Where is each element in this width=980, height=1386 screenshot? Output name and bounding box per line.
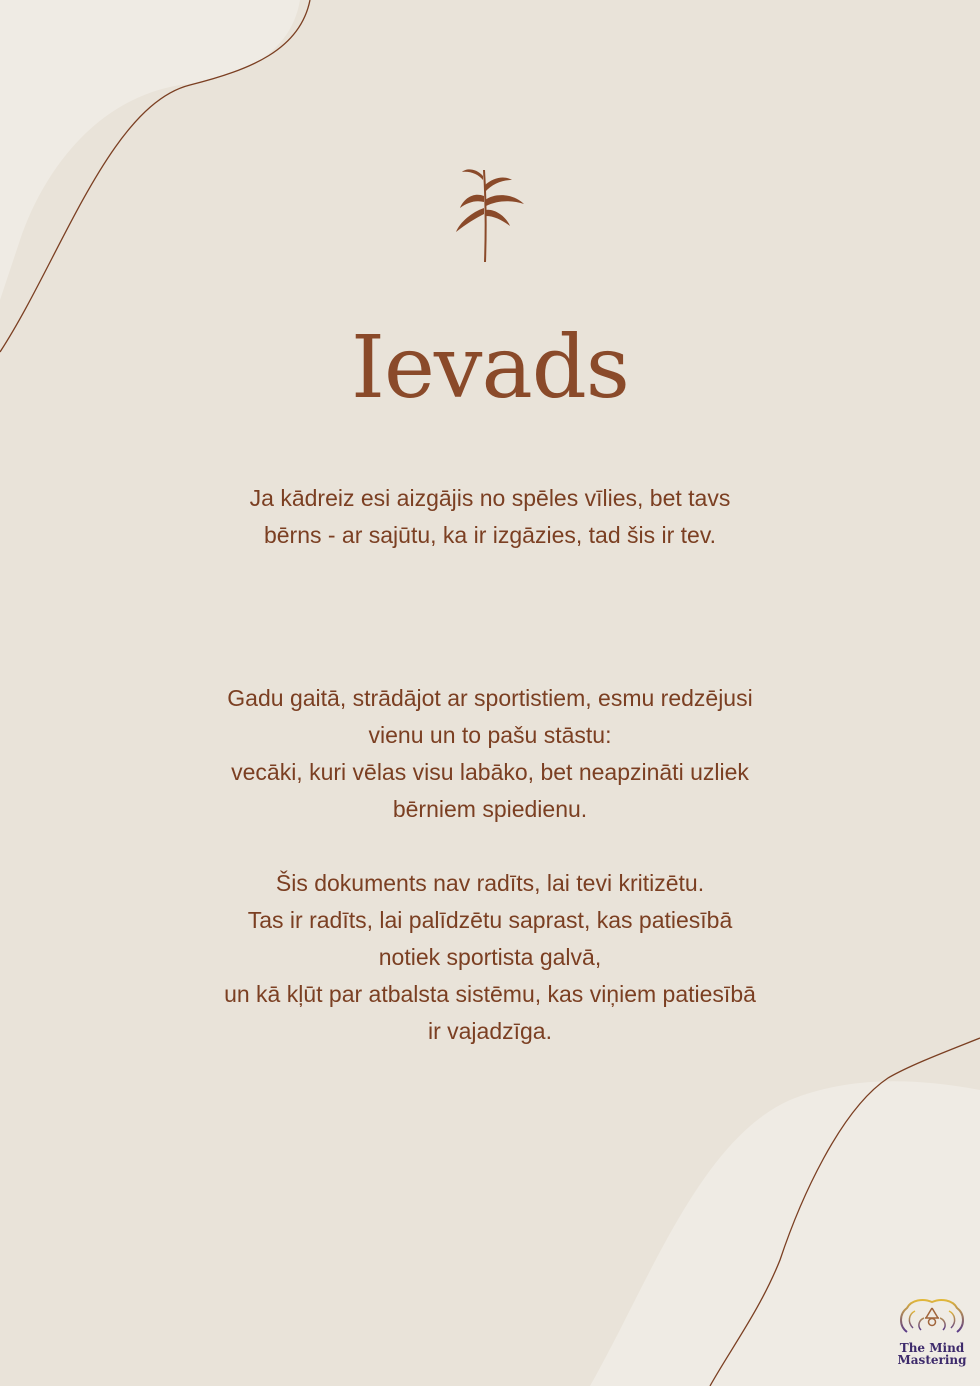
logo-line-1: The Mind — [899, 1341, 965, 1355]
text-line: Gadu gaitā, strādājot ar sportistiem, esmu redzējusi — [227, 685, 753, 711]
text-line: Šis dokuments nav radīts, lai tevi kritizētu. — [275, 870, 705, 896]
text-line: bērniem spiedienu. — [392, 796, 588, 822]
brain-icon — [897, 1296, 967, 1338]
body-paragraph-2 — [140, 865, 840, 1050]
text-line: Ja kādreiz esi aizgājis no spēles vīlies, bet tavs — [249, 485, 731, 511]
brand-logo — [890, 1296, 974, 1366]
logo-line-2: Mastering — [897, 1353, 967, 1367]
plant-icon — [450, 162, 530, 266]
body-paragraph-1 — [140, 680, 840, 828]
text-line: bērns - ar sajūtu, ka ir izgāzies, tad šis ir tev. — [263, 522, 717, 548]
text-line: Tas ir radīts, lai palīdzētu saprast, kas patiesībā — [247, 907, 733, 933]
text-line: vienu un to pašu stāstu: — [368, 722, 612, 748]
page-title: Ievads — [351, 318, 629, 418]
text-line: ir vajadzīga. — [427, 1018, 552, 1044]
text-line: un kā kļūt par atbalsta sistēmu, kas viņiem patiesībā — [224, 981, 756, 1007]
text-line: vecāki, kuri vēlas visu labāko, bet neapzināti uzliek — [231, 759, 749, 785]
text-line: notiek sportista galvā, — [378, 944, 602, 970]
intro-paragraph — [140, 480, 840, 554]
